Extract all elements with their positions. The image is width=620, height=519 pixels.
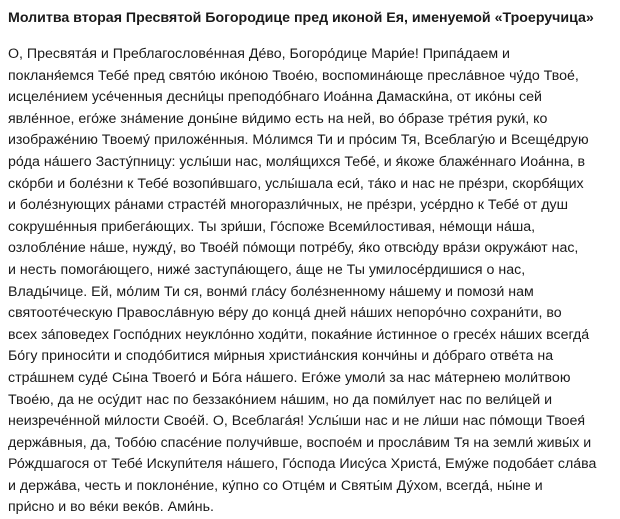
text-line: Твое́ю, да не осу́дит нас по беззако́нием на́шим, но да поми́лует нас по вели́цей и: [8, 391, 553, 408]
text-line: ско́рби и боле́зни к Тебе́ возопи́вшаго, услы́шала еси́, та́ко и нас не пре́зри, скорбя́щих: [8, 175, 584, 192]
text-line: сокруше́нныя прибега́ющих. Ты зри́ши, Го́споже Всеми́лостивая, не́мощи на́ша,: [8, 218, 536, 235]
text-line: исцеле́нием усе́ченныя десни́цы преподо́бнаго Иоа́нна Дамаски́на, от ико́ны сей: [8, 89, 542, 106]
text-line: при́сно и во ве́ки веко́в. Ами́нь.: [8, 499, 214, 516]
prayer-text: [8, 44, 612, 519]
text-line: изображе́нию Твоему́ приложе́нныя. Мо́лимся Ти и про́сим Тя, Всеблагу́ю и Всеще́друю: [8, 132, 589, 149]
document-title: Молитва вторая Пресвятой Богородице пред иконой Ея, именуемой «Троеручица»: [8, 10, 594, 26]
text-line: явле́нное, его́же зна́мение доны́не ви́димо есть на ней, во о́бразе тре́тия руки́, ко: [8, 110, 548, 127]
text-line: Бо́гу приноси́ти и сподо́битися ми́рныя христиа́нския кончи́ны и до́браго отве́та на: [8, 348, 554, 365]
text-line: и держа́ва, честь и поклоне́ние, ку́пно со Отце́м и Святы́м Ду́хом, всегда́, ны́не и: [8, 477, 543, 494]
text-line: озлобле́ние на́ше, нужду́, во Твое́й по́мощи потре́бу, я́ко отвсю́ду вра́зи окружа́ют нас,: [8, 240, 579, 257]
document: [8, 8, 612, 519]
text-line: О, Пресвята́я и Преблагослове́нная Де́во, Богоро́дице Мари́е! Припа́даем и: [8, 46, 510, 62]
text-line: ро́да на́шего Засту́пницу: услы́ши нас, моля́щихся Тебе́, и я́коже блаже́ннаго Иоа́нна, в: [8, 153, 585, 170]
text-line: святооте́ческую Правосла́вную ве́ру до конца́ дней на́ших непоро́чно сохрани́ти, во: [8, 305, 562, 322]
text-line: всех за́поведех Госпо́дних неукло́нно ходи́ти, покая́ние и́стинное о гресе́х на́ших всегда́: [8, 326, 590, 343]
text-line: Влады́чице. Ей, мо́лим Ти ся, вонми́ гла́су боле́зненному на́шему и помози́ нам: [8, 283, 534, 300]
text-line: и боле́знующих ра́нами страсте́й многоразли́чных, не пре́зри, усе́рдно к Тебе́ от душ: [8, 197, 569, 214]
text-line: покланя́емся Тебе́ пред свято́ю ико́ною Твое́ю, воспомина́юще пресла́вное чу́до Твое́,: [8, 67, 579, 84]
text-line: держа́вныя, да, Тобо́ю спасе́ние получи́вше, воспое́м и просла́вим Тя на земли́ живы́х и: [8, 434, 592, 451]
text-line: Ро́ждшагося от Тебе́ Искупи́теля на́шего, Го́спода Иису́са Христа́, Ему́же подоба́ет сла́ва: [8, 456, 597, 473]
text-line: и несть помога́ющего, ниже́ заступа́ющего, а́ще не Ты умилосе́рдишися о нас,: [8, 261, 526, 278]
text-line: неизрече́нной ми́лости Свое́й. О, Всеблага́я! Услы́ши нас и не ли́ши нас по́мощи Твоея́: [8, 413, 586, 430]
text-line: стра́шнем суде́ Сы́на Твоего́ и Бо́га на́шего. Его́же умоли́ за нас ма́тернею моли́твою: [8, 369, 571, 386]
